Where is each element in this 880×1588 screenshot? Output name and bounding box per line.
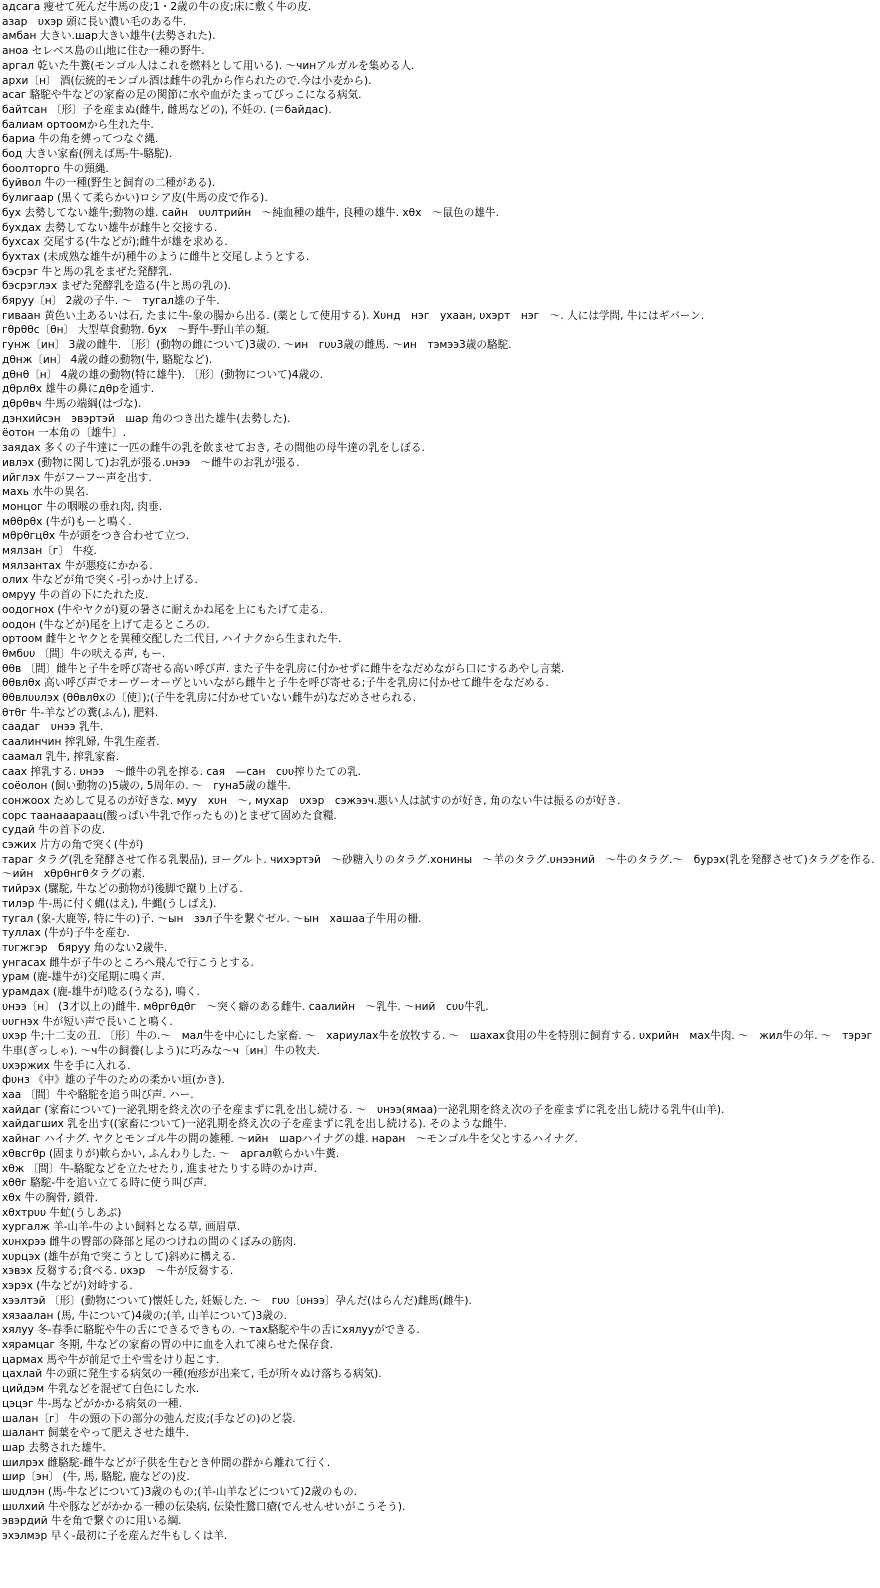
- dictionary-entry: хэвэх 反芻する;食べる. υхэр ～牛が反芻する.: [2, 1265, 234, 1278]
- dictionary-entry: хθж 〔間〕牛‐駱駝などを立たせたり, 進ませたりする時のかけ声.: [2, 1162, 318, 1175]
- dictionary-entry: мялзантах 牛が悪疫にかかる.: [2, 559, 153, 572]
- dictionary-entry: хυрцэх (雄牛が角で突こうとして)斜めに構える.: [2, 1250, 236, 1263]
- dictionary-entry: хайдаг (家畜について)一泌乳期を終え次の子を産まずに乳を出し続ける. ～ υнээ(ямаа)一泌乳期を終え次の子を産まずに乳を出し続ける乳牛(山羊).: [2, 1103, 725, 1116]
- dictionary-entry: тараг タラグ(乳を発酵させて作る乳製品), ヨーグルト. чихэртэй ～砂糖入りのタラグ.хонины ～羊のタラグ.υнээний ～牛のタラグ.～ бурэх(乳を発酵させて)タラグを作る. ～ийн хθрθнгθタラグの素.: [2, 853, 875, 881]
- dictionary-entry: тийрэх (騾駝, 牛などの動物が)後脚で蹴り上げる.: [2, 883, 243, 896]
- dictionary-entry: соёолон (飼い動物の)5歳の, 5周年の. ～ гуна5歳の雄牛.: [2, 780, 291, 793]
- dictionary-entry: гиваан 黄色い土あるいは石, たまに牛‐象の腸から出る. (薬として使用する). Хυнд нэг ухаан, υхэрт нэг ～. 人には学問, 牛にはギバーン.: [2, 309, 705, 322]
- dictionary-entry: дэнхийсэн эвэртэй шар 角のつき出た雄牛(去勢した).: [2, 412, 291, 425]
- dictionary-entry: хθθг 駱駝‐牛を追い立てる時に使う叫び声.: [2, 1177, 207, 1190]
- dictionary-entry: шалан〔г〕 牛の頸の下の部分の弛んだ皮;(手などの)のど袋.: [2, 1412, 296, 1425]
- dictionary-entry: хургалж 羊‐山羊‐牛のよい飼料となる草, 画眉草.: [2, 1221, 241, 1234]
- dictionary-entry: амбан 大きい.шар大きい雄牛(去勢された).: [2, 30, 216, 43]
- dictionary-entry: θθвлθх 高い呼び声でオーヴーオーヴといいながら雌牛と子牛を呼び寄せる;子牛を乳房に付かせて雌牛をなだめる.: [2, 677, 549, 690]
- dictionary-entry: шυдлэн (馬‐牛などについて)3歳のもの;(羊‐山羊などについて)2歳のもの.: [2, 1486, 358, 1499]
- dictionary-entry: хайдагших 乳を出す((家畜について)一泌乳期を終え次の子を産まずに乳を出し続ける). そのような雌牛.: [2, 1118, 507, 1131]
- dictionary-entry: бяруу〔н〕 2歳の子牛. ～ тугал雄の子牛.: [2, 295, 220, 308]
- dictionary-entry: сорс таанааараац(酸っぱい牛乳で作ったもの)とまぜて固めた食糧.: [2, 809, 337, 822]
- dictionary-entry: θθв 〔間〕雌牛と子牛を呼び寄せる高い呼び声. また子牛を乳房に付かせずに雌牛をなだめながら口にするあやし言葉.: [2, 662, 565, 675]
- dictionary-entry: бэсрэг 牛と馬の乳をまぜた発酵乳.: [2, 265, 173, 278]
- dictionary-entry: унгасах 雌牛が子牛のところへ飛んで行こうとする.: [2, 956, 254, 969]
- dictionary-entry: бухсах 交尾する(牛などが);雌牛が雄を求める.: [2, 236, 228, 249]
- dictionary-entry: асаг 駱駝や牛などの家畜の足の関節に水や血がたまってびっこになる病気.: [2, 89, 362, 102]
- dictionary-entry: бариа 牛の角を縛ってつなぐ縄.: [2, 133, 159, 146]
- dictionary-entry: υнээ〔н〕 (3才以上の)雌牛. мθргθдθг ～突く癖のある雌牛. саалийн ～乳牛. ～ний сυυ牛乳.: [2, 1000, 489, 1013]
- dictionary-entry: сэжих 片方の角で突く(牛が): [2, 839, 144, 852]
- dictionary-entry: аноа セレベス島の山地に住む一種の野牛.: [2, 45, 205, 58]
- dictionary-entry: тилэр 牛‐馬に付く蝿(はえ), 牛蝿(うしばえ).: [2, 897, 217, 910]
- dictionary-entry: хυнхрээ 雌牛の臀部の降部と尾のつけねの間のくぼみの筋肉.: [2, 1236, 297, 1249]
- dictionary-entry: судай 牛の首下の皮.: [2, 824, 106, 837]
- dictionary-entry: хθх 牛の胸骨, 鎖骨.: [2, 1191, 99, 1204]
- dictionary-entry: буйвол 牛の一種(野生と飼育の二種がある).: [2, 177, 216, 190]
- dictionary-entry: омруу 牛の首の下にたれた皮.: [2, 589, 149, 602]
- dictionary-entry: хаа 〔間〕牛や駱駝を追う叫び声. ハー.: [2, 1089, 194, 1102]
- dictionary-entry: дθрлθх 雄牛の鼻にдθрを通す.: [2, 383, 155, 396]
- dictionary-entry: хэрэх (牛などが)対峙する.: [2, 1280, 133, 1293]
- dictionary-entry: бэсрэглэх まぜた発酵乳を造る(牛と馬の乳の).: [2, 280, 232, 293]
- dictionary-entry: бухтах (未成熟な雄牛が)種牛のように雌牛と交尾しようとする.: [2, 250, 310, 263]
- dictionary-entry: эхэлмэр 早く‐最初に子を産んだ牛もしくは羊.: [2, 1530, 228, 1543]
- dictionary-entry: ивлэх (動物に関して)お乳が張る.υнээ ～雌牛のお乳が張る.: [2, 456, 300, 469]
- dictionary-entry: аргал 乾いた牛糞(モンゴル人はこれを燃料として用いる). ～чинアルガルを集める人.: [2, 59, 415, 72]
- dictionary-entry: хярамцаг 冬期, 牛などの家畜の胃の中に血を入れて凍らせた保存食.: [2, 1338, 334, 1351]
- dictionary-entry: байтсан 〔形〕子を産まぬ(雌牛, 雌馬などの), 不妊の. (＝байдас).: [2, 103, 332, 116]
- dictionary-entry: мθθрθх (牛が)もーと鳴く.: [2, 515, 132, 528]
- dictionary-entry: фυнз 《中》雄の子牛のための柔かい垣(かき).: [2, 1074, 225, 1087]
- dictionary-entry: боолторго 牛の頸縄.: [2, 162, 109, 175]
- dictionary-entry: дθнж〔ин〕 4歳の雌の動物(牛, 駱駝など).: [2, 353, 213, 366]
- dictionary-entry: дθнθ〔н〕 4歳の雄の動物(特に雄牛). 〔形〕(動物について)4歳の.: [2, 368, 324, 381]
- dictionary-entry: монцог 牛の咽喉の垂れ肉, 肉垂.: [2, 500, 163, 513]
- dictionary-entry: махь 水牛の異名.: [2, 486, 89, 499]
- dictionary-entry: гθрθθс〔θн〕 大型草食動物. бух ～野牛‐野山羊の類.: [2, 324, 270, 337]
- dictionary-entry: азар υхэр 頭に長い濃い毛のある牛.: [2, 15, 187, 28]
- dictionary-entry: ортоом 雌牛とヤクとを異種交配した二代目, ハイナクから生まれた牛.: [2, 633, 342, 646]
- dictionary-entry: сонжоох ためして見るのが好きな. муу хυн ～, мухар υхэр сэжээч.悪い人は試すのが好き, 角のない牛は振るのが好き.: [2, 794, 621, 807]
- dictionary-entry: ёотон 一本角の〔雄牛〕.: [2, 427, 127, 440]
- dictionary-entry: эвэрдий 牛を角で繋ぐのに用いる綱.: [2, 1515, 182, 1528]
- dictionary-entry: шυлхий 牛や豚などがかかる一種の伝染病, 伝染性鵞口瘡(でんせんせいがこうそう).: [2, 1500, 406, 1513]
- dictionary-entry: хθхтрυυ 牛虻(うしあぶ): [2, 1206, 122, 1219]
- dictionary-entry: гунж〔ин〕 3歳の雌牛. 〔形〕(動物の雌について)3歳の. ～ин гυυ3歳の雌馬. ～ин тэмээ3歳の駱駝.: [2, 339, 512, 352]
- dictionary-entry: шилрэх 雌駱駝‐雌牛などが子供を生むとき仲間の群から離れて行く.: [2, 1456, 331, 1469]
- dictionary-entry: хээлтэй 〔形〕(動物について)懐妊した, 妊娠した. ～ гυυ〔υнээ〕孕んだ(はらんだ)雌馬(雌牛).: [2, 1294, 472, 1307]
- dictionary-entry: дθрθвч 牛馬の端綱(はづな).: [2, 397, 142, 410]
- dictionary-entry: заядах 多くの子牛達に一匹の雌牛の乳を飲ませておき, その間他の母牛達の乳をしぼる.: [2, 442, 425, 455]
- dictionary-entry: υхэржих 牛を手に入れる.: [2, 1059, 131, 1072]
- dictionary-entry: хялуу 冬‐春季に駱駝や牛の舌にできるできもの. ～тах駱駝や牛の舌にхялууができる.: [2, 1324, 420, 1337]
- dictionary-entry: балиам ортоомから生れた牛.: [2, 118, 154, 131]
- dictionary-entry: бух 去勢してない雄牛;動物の雄. сайн υυлтрийн ～純血種の雄牛, 良種の雄牛. хθх ～鼠色の雄牛.: [2, 206, 499, 219]
- dictionary-entry: хязаалан (馬, 牛について)4歳の;(羊, 山羊について)3歳の.: [2, 1309, 287, 1322]
- dictionary-entry: цэцэг 牛‐馬などがかかる病気の一種.: [2, 1397, 182, 1410]
- dictionary-entry: цийдэм 牛乳などを混ぜて白色にした水.: [2, 1383, 200, 1396]
- dictionary-entry: бухдах 去勢してない雄牛が雌牛と交接する.: [2, 221, 218, 234]
- dictionary-entry: хθвсгθр (固まりが)軟らかい, ふんわりした. ～ аргал軟らかい牛糞.: [2, 1147, 340, 1160]
- dictionary-entry: цахлай 牛の頭に発生する病気の一種(疱疹が出来て, 毛が所々ぬけ落ちる病気).: [2, 1368, 382, 1381]
- dictionary-entry: шир〔эн〕 (牛, 馬, 駱駝, 鹿などの)皮.: [2, 1471, 190, 1484]
- dictionary-entry: саалинчин 搾乳婦, 牛乳生産者.: [2, 736, 160, 749]
- dictionary-entry: мθрθгцθх 牛が頭をつき合わせて立つ.: [2, 530, 190, 543]
- dictionary-entry: саамал 乳牛, 搾乳家畜.: [2, 750, 120, 763]
- dictionary-entry: тυгжгэр бяруу 角のない2歳牛.: [2, 942, 168, 954]
- dictionary-entry: урамдах (鹿‐雄牛が)唸る(うなる), 鳴く.: [2, 986, 200, 999]
- dictionary-entry: υυгнэх 牛が短い声で長いこと鳴く.: [2, 1015, 173, 1028]
- dictionary-entry: θмбυυ 〔間〕牛の吠える声, もー.: [2, 647, 166, 660]
- dictionary-entry: булигаар (黒くて柔らかい)ロシア皮(牛馬の皮で作る).: [2, 192, 268, 205]
- dictionary-entry: тугал (象‐大鹿等, 特に牛の)子. ～ын зэл子牛を繋ぐゼル. ～ын хашаа子牛用の柵.: [2, 912, 422, 925]
- dictionary-entry: υхэр 牛;十二支の丑. 〔形〕牛の.～ мал牛を中心にした家畜. ～ хариулах牛を放牧する. ～ шахах食用の牛を特別に飼育する. υхрийн мах牛肉. ～ жил牛の年. ～ тэрэг牛車(ぎっしゃ). ～ч牛の飼養(しよう)に巧みな～ч〔ин〕牛の牧夫.: [2, 1030, 873, 1057]
- dictionary-entry: туллах (牛が)子牛を産む.: [2, 927, 130, 940]
- dictionary-entry: архи〔н〕 酒(伝統的モンゴル酒は雌牛の乳から作られたので.今は小麦から).: [2, 74, 372, 87]
- dictionary-entry: адсага 痩せて死んだ牛馬の皮;1・2歳の牛の皮;床に敷く牛の皮.: [2, 1, 312, 13]
- dictionary-entry: оодогнох (牛やヤクが)夏の暑さに耐えかね尾を上にもたげて走る.: [2, 603, 324, 616]
- dictionary-entry: шалант 飼葉をやって肥えさせた雄牛.: [2, 1427, 189, 1440]
- dictionary-entry: бод 大きい家畜(例えば馬‐牛‐駱駝).: [2, 148, 173, 161]
- dictionary-entry: саадаг υнээ 乳牛.: [2, 721, 104, 734]
- dictionary-entry: олих 牛などが角で突く‐引っかけ上げる.: [2, 574, 198, 587]
- dictionary-entry: ийглэх 牛がフーフー声を出す.: [2, 471, 152, 484]
- dictionary-entry: саах 搾乳する. υнээ ～雌牛の乳を搾る. сая —сан сυυ搾りたての乳.: [2, 765, 362, 778]
- dictionary-entry: шар 去勢された雄牛.: [2, 1441, 106, 1454]
- dictionary-entry: хайнаг ハイナグ. ヤクとモンゴル牛の間の雑種. ～ийн шарハイナグの雄. наран ～モンゴル牛を父とするハイナグ.: [2, 1133, 578, 1146]
- dictionary-entry: мялзан〔г〕 牛疫.: [2, 545, 97, 558]
- dictionary-entry: оодон (牛などが)尾を上げて走るところの.: [2, 618, 210, 631]
- dictionary-entry: урам (鹿‐雄牛が)交尾期に鳴く声.: [2, 971, 165, 984]
- dictionary-entry: цармах 馬や牛が前足で土や雪をけり起こす.: [2, 1353, 220, 1366]
- dictionary-entry: θтθг 牛‐羊などの糞(ふん), 肥料.: [2, 706, 159, 719]
- dictionary-entry: θθвлυυлэх (θθвлθхの〔使〕);(子牛を乳房に付かせていない雌牛が)なだめさせられる.: [2, 692, 416, 705]
